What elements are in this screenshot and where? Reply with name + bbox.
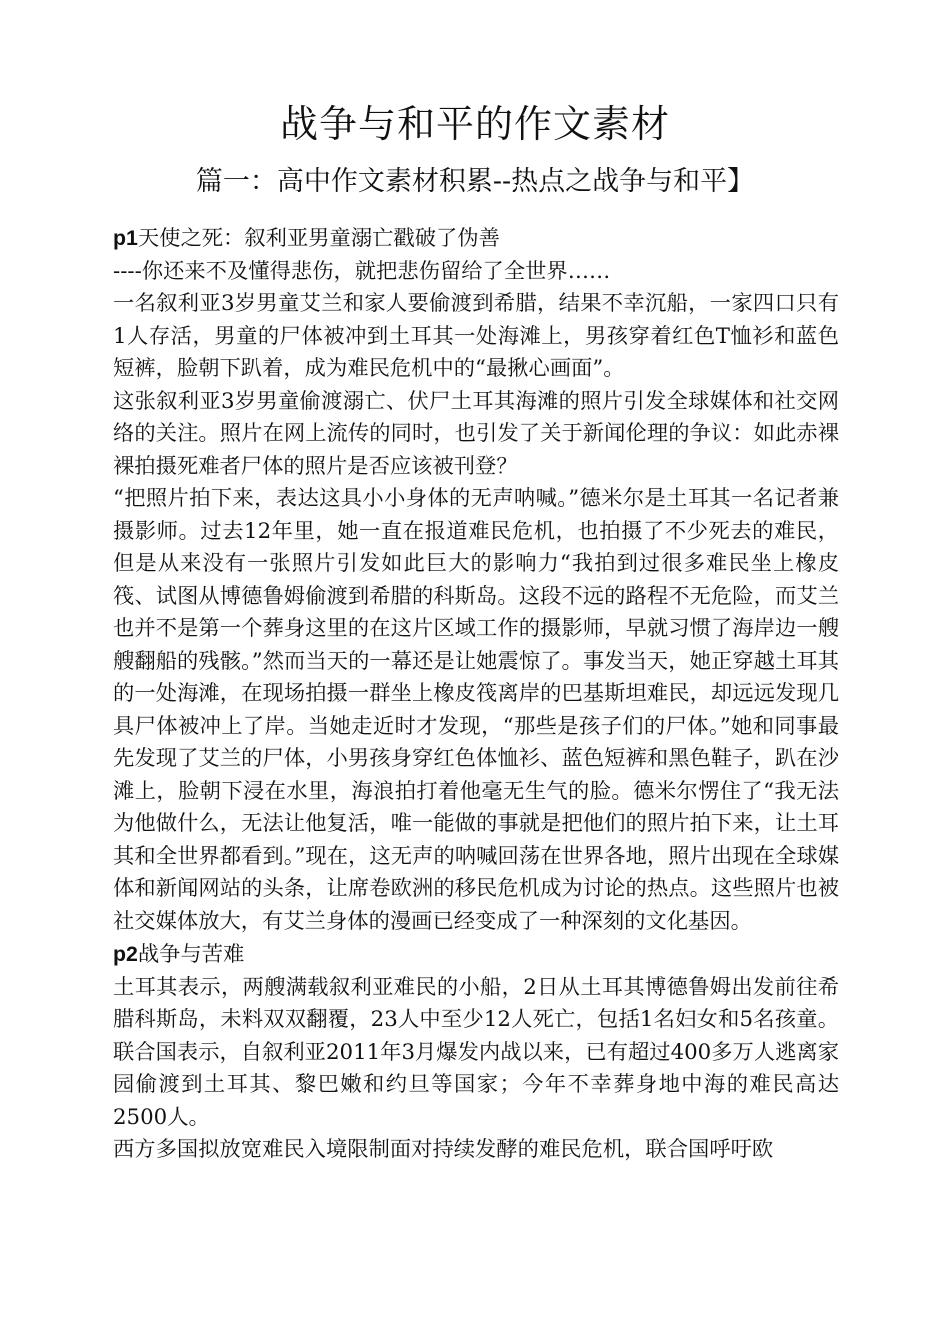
section-tag: p2: [113, 942, 138, 966]
paragraph: 一名叙利亚3岁男童艾兰和家人要偷渡到希腊，结果不幸沉船，一家四口只有1人存活，男童的尸体被冲到土耳其一处海滩上，男孩穿着红色T恤衫和蓝色短裤，脸朝下趴着，成为难民危机中的“最揪心画面”。: [113, 291, 839, 381]
document-title: 战争与和平的作文素材: [279, 102, 670, 146]
section-tag: p1: [113, 226, 138, 250]
paragraph: 西方多国拟放宽难民入境限制面对持续发酵的难民危机，联合国呼吁欧: [113, 1137, 774, 1162]
document-subtitle: 篇一：高中作文素材积累--热点之战争与和平】: [195, 166, 755, 197]
section-heading-p2: [113, 938, 839, 972]
section-heading-p1: [113, 222, 839, 256]
section-heading-text: 战争与苦难: [137, 942, 245, 967]
paragraph: “把照片拍下来，表达这具小小身体的无声呐喊。”德米尔是土耳其一名记者兼摄影师。过去12年里，她一直在报道难民危机，也拍摄了不少死去的难民，但是从来没有一张照片引发如此巨大的影响力“我拍到过很多难民坐上橡皮筏、试图从博德鲁姆偷渡到希腊的科斯岛。这段不远的路程不无危险，而艾兰也并不是第一个葬身这里的在这片区域工作的摄影师，早就习惯了海岸边一艘艘翻船的残骸。”然而当天的一幕还是让她震惊了。事发当天，她正穿越土耳其的一处海滩，在现场拍摄一群坐上橡皮筏离岸的巴基斯坦难民，却远远发现几具尸体被冲上了岸。当她走近时才发现，“那些是孩子们的尸体。”她和同事最先发现了艾兰的尸体，小男孩身穿红色体恤衫、蓝色短裤和黑色鞋子，趴在沙滩上，脸朝下浸在水里，海浪拍打着他毫无生气的脸。德米尔愣住了“我无法为他做什么，无法让他复活，唯一能做的事就是把他们的照片拍下来，让土耳其和全世界都看到。”现在，这无声的呐喊回荡在世界各地，照片出现在全球媒体和新闻网站的头条，让席卷欧洲的移民危机成为讨论的热点。这些照片也被社交媒体放大，有艾兰身体的漫画已经变成了一种深刻的文化基因。: [113, 486, 839, 934]
document-body: [113, 222, 839, 1167]
paragraph: 土耳其表示，两艘满载叙利亚难民的小船，2日从土耳其博德鲁姆出发前往希腊科斯岛，未料双双翻覆，23人中至少12人死亡，包括1名妇女和5名孩童。联合国表示，自叙利亚2011年3月爆发内战以来，已有超过400多万人逃离家园偷渡到土耳其、黎巴嫩和约旦等国家；今年不幸葬身地中海的难民高达2500人。: [113, 974, 840, 1130]
section-heading-text: 天使之死：叙利亚男童溺亡戳破了伪善: [137, 226, 500, 251]
paragraph: 这张叙利亚3岁男童偷渡溺亡、伏尸土耳其海滩的照片引发全球媒体和社交网络的关注。照片在网上流传的同时，也引发了关于新闻伦理的争议：如此赤裸裸拍摄死难者尸体的照片是否应该被刊登？: [113, 388, 839, 479]
paragraph: ----你还来不及懂得悲伤，就把悲伤留给了全世界……: [113, 258, 611, 284]
